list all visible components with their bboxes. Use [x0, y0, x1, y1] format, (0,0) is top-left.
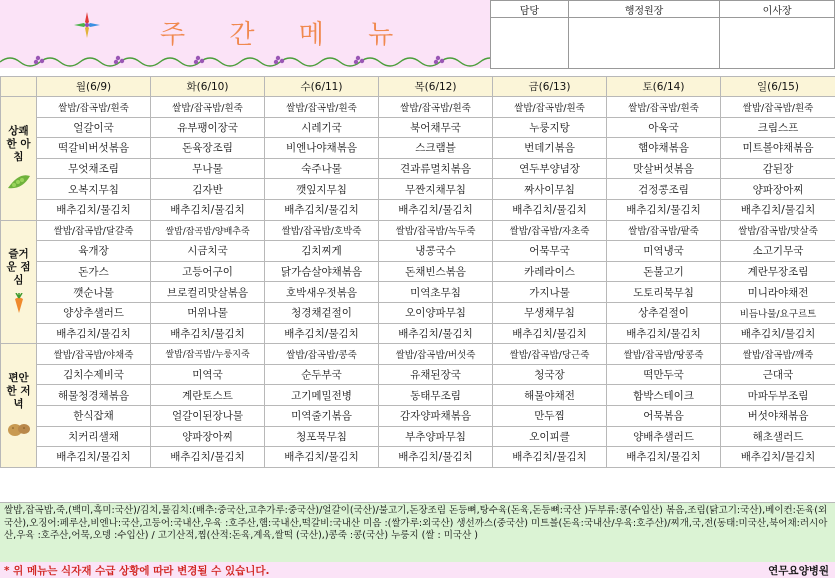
grape-decoration: [0, 50, 490, 68]
menu-item: 배추김치/물김치: [607, 199, 721, 220]
meal-section-text: 편안한 저녁: [6, 371, 31, 410]
menu-item: 연두부양념장: [493, 158, 607, 179]
menu-item: 배추김치/물김치: [493, 447, 607, 468]
menu-row: [1, 426, 835, 447]
menu-item: 짜사이무침: [493, 179, 607, 200]
menu-item: 고기메밀전병: [265, 385, 379, 406]
day-header: 토(6/14): [607, 77, 721, 97]
menu-item: 양파장아찌: [721, 179, 835, 200]
menu-item: 검정콩조림: [607, 179, 721, 200]
title-band: [0, 0, 490, 68]
menu-item: 크림스프: [721, 117, 835, 138]
peas-icon: [6, 170, 32, 192]
menu-row: [1, 447, 835, 468]
menu-item: 오이양파무침: [379, 302, 493, 323]
approval-label-director: 행정원장: [568, 1, 720, 18]
change-notice: * 위 메뉴는 식자재 수급 상황에 따라 변경될 수 있습니다.: [4, 565, 270, 577]
hospital-name: 연무요양병원: [768, 565, 829, 577]
menu-item: 떡만두국: [607, 364, 721, 385]
menu-item: 배추김치/물김치: [379, 447, 493, 468]
menu-row: [1, 138, 835, 159]
menu-item: 무짠지채무침: [379, 179, 493, 200]
menu-item: 돈채빈스볶음: [379, 261, 493, 282]
menu-item: 카레라이스: [493, 261, 607, 282]
header: [0, 0, 835, 68]
menu-item: 미역냉국: [607, 241, 721, 262]
carrot-icon: [6, 293, 32, 315]
menu-item: 쌀밥/잡곡밥/야채죽: [37, 344, 151, 365]
menu-item: 양상추샐러드: [37, 302, 151, 323]
menu-item: 배추김치/물김치: [493, 199, 607, 220]
footer: [0, 562, 835, 578]
approval-box: [490, 0, 835, 69]
approval-label-chairman: 이사장: [720, 1, 835, 18]
menu-item: 쌀밥/잡곡밥/흰죽: [37, 97, 151, 118]
menu-item: 해초샐러드: [721, 426, 835, 447]
day-header-row: [1, 77, 835, 97]
menu-item: 쌀밥/잡곡밥/흰죽: [721, 97, 835, 118]
menu-item: 근대국: [721, 364, 835, 385]
menu-item: 쌀밥/잡곡밥/흰죽: [607, 97, 721, 118]
menu-row: [1, 344, 835, 365]
menu-item: 어묵볶음: [607, 405, 721, 426]
approval-sign-chairman: [720, 18, 835, 69]
menu-row: [1, 220, 835, 241]
menu-item: 고등어구이: [151, 261, 265, 282]
menu-item: 얼갈이국: [37, 117, 151, 138]
menu-item: 상추겉절이: [607, 302, 721, 323]
menu-item: 비엔나야채볶음: [265, 138, 379, 159]
menu-item: 양배추샐러드: [607, 426, 721, 447]
menu-item: 해물청경채볶음: [37, 385, 151, 406]
menu-item: 아욱국: [607, 117, 721, 138]
menu-item: 감자양파채볶음: [379, 405, 493, 426]
menu-item: 미역국: [151, 364, 265, 385]
menu-item: 양파장아찌: [151, 426, 265, 447]
menu-item: 쌀밥/잡곡밥/자초죽: [493, 220, 607, 241]
menu-item: 육개장: [37, 241, 151, 262]
menu-item: 무생채무침: [493, 302, 607, 323]
menu-item: 스크램블: [379, 138, 493, 159]
day-header: 화(6/10): [151, 77, 265, 97]
menu-item: 배추김치/물김치: [721, 199, 835, 220]
menu-item: 배추김치/물김치: [265, 199, 379, 220]
day-header: 월(6/9): [37, 77, 151, 97]
menu-item: 얼갈이된장나물: [151, 405, 265, 426]
menu-item: 계란토스트: [151, 385, 265, 406]
approval-sign-director: [568, 18, 720, 69]
menu-item: 돈불고기: [607, 261, 721, 282]
menu-item: 만두찜: [493, 405, 607, 426]
menu-item: 쌀밥/잡곡밥/팥죽: [607, 220, 721, 241]
menu-row: [1, 117, 835, 138]
menu-item: 쌀밥/잡곡밥/당근죽: [493, 344, 607, 365]
menu-item: 무엇채조림: [37, 158, 151, 179]
meal-section-label: [1, 220, 37, 344]
menu-item: 미역줄기볶음: [265, 405, 379, 426]
menu-item: 쌀밥/잡곡밥/달걀죽: [37, 220, 151, 241]
menu-item: 배추김치/물김치: [493, 323, 607, 344]
menu-row: [1, 302, 835, 323]
menu-item: 깻순나물: [37, 282, 151, 303]
menu-item: 배추김치/물김치: [721, 323, 835, 344]
menu-item: 배추김치/물김치: [721, 447, 835, 468]
menu-item: 미트볼야채볶음: [721, 138, 835, 159]
menu-item: 계란무장조림: [721, 261, 835, 282]
menu-item: 어묵무국: [493, 241, 607, 262]
menu-item: 버섯야채볶음: [721, 405, 835, 426]
menu-item: 순두부국: [265, 364, 379, 385]
menu-item: 오복지무침: [37, 179, 151, 200]
day-header: 일(6/15): [721, 77, 835, 97]
menu-row: [1, 179, 835, 200]
menu-item: 청경채겉절이: [265, 302, 379, 323]
menu-item: 김자반: [151, 179, 265, 200]
menu-item: 시레기국: [265, 117, 379, 138]
menu-item: 깻잎지무침: [265, 179, 379, 200]
menu-row: [1, 199, 835, 220]
menu-item: 돈육장조림: [151, 138, 265, 159]
menu-item: 부추양파무침: [379, 426, 493, 447]
menu-row: [1, 364, 835, 385]
corner-cell: [1, 77, 37, 97]
menu-item: 쌀밥/잡곡밥/흰죽: [493, 97, 607, 118]
menu-item: 떡갈비버섯볶음: [37, 138, 151, 159]
menu-item: 감된장: [721, 158, 835, 179]
menu-item: 머위나물: [151, 302, 265, 323]
meal-section-label: [1, 344, 37, 468]
menu-item: 쌀밥/잡곡밥/흰죽: [151, 97, 265, 118]
menu-item: 숙주나물: [265, 158, 379, 179]
menu-row: [1, 241, 835, 262]
menu-item: 유부팽이장국: [151, 117, 265, 138]
menu-row: [1, 405, 835, 426]
menu-item: 도토리묵무침: [607, 282, 721, 303]
menu-item: 청포묵무침: [265, 426, 379, 447]
menu-row: [1, 261, 835, 282]
menu-item: 쌀밥/잡곡밥/흰죽: [265, 97, 379, 118]
page-title: 주 간 메 뉴: [160, 20, 412, 50]
menu-item: 배추김치/물김치: [607, 447, 721, 468]
menu-row: [1, 158, 835, 179]
menu-item: 함박스테이크: [607, 385, 721, 406]
menu-item: 쌀밥/잡곡밥/콩죽: [265, 344, 379, 365]
menu-item: 배추김치/물김치: [379, 323, 493, 344]
menu-item: 배추김치/물김치: [607, 323, 721, 344]
approval-sign-staff: [491, 18, 569, 69]
potato-icon: [6, 417, 32, 439]
menu-item: 배추김치/물김치: [379, 199, 493, 220]
meal-section-text: 즐거운 점심: [6, 248, 31, 287]
menu-item: 견과류멸치볶음: [379, 158, 493, 179]
origin-info: 쌀밥,잡곡밥,죽,(백미,흑미:국산)/김치,물김치:(배추:중국산,고추가루:중국산)/얼갈이(국산)/불고기,돈장조림 돈등뼈,탕수육(돈육,돈등뼈:국산 )두부류:콩(수입산) 볶음,조림(닭고기:국산),베이컨:돈육(외국산),오징어:페루산,비엔나:국산,고등어:국내산,우육 :호주산,햄:국내산,떡갈비:국내산 미음 :(쌀가루:외국산) 생선까스(중국산) 미트볼(돈육:국내산/우육:호주산)/찌개,국,전(동태:미국산,북어채:러시아산,우육 :호주산,어묵,오뎅 :수입산) / 고기산적,찜(산적:돈육,계육,쌀떡 (국산),)콩죽 :콩(국산) 누룽지 (쌀 : 미국산 ): [0, 502, 835, 562]
menu-row: [1, 385, 835, 406]
menu-item: 김치수제비국: [37, 364, 151, 385]
menu-item: 쌀밥/잡곡밥/흰죽: [379, 97, 493, 118]
day-header: 목(6/12): [379, 77, 493, 97]
menu-item: 해물야채전: [493, 385, 607, 406]
menu-item: 쌀밥/잡곡밥/땅콩죽: [607, 344, 721, 365]
approval-label-staff: 담당: [491, 1, 569, 18]
menu-item: 배추김치/물김치: [37, 323, 151, 344]
menu-item: 청국장: [493, 364, 607, 385]
menu-item: 치커리샐채: [37, 426, 151, 447]
menu-item: 무나물: [151, 158, 265, 179]
day-header: 수(6/11): [265, 77, 379, 97]
menu-item: 배추김치/물김치: [151, 199, 265, 220]
menu-item: 배추김치/물김치: [265, 323, 379, 344]
menu-item: 가지나물: [493, 282, 607, 303]
menu-item: 비듬나물/요구르트: [721, 302, 835, 323]
menu-item: 누룽지탕: [493, 117, 607, 138]
hospital-logo-icon: [72, 10, 102, 40]
menu-item: 쌀밥/잡곡밥/누룽지죽: [151, 344, 265, 365]
menu-row: [1, 282, 835, 303]
menu-item: 북어채무국: [379, 117, 493, 138]
menu-item: 브로컬리맛살볶음: [151, 282, 265, 303]
day-header: 금(6/13): [493, 77, 607, 97]
menu-item: 쌀밥/잡곡밥/양배추죽: [151, 220, 265, 241]
menu-row: [1, 97, 835, 118]
menu-item: 쌀밥/잡곡밥/버섯죽: [379, 344, 493, 365]
menu-item: 소고기무국: [721, 241, 835, 262]
menu-item: 배추김치/물김치: [37, 447, 151, 468]
menu-item: 오이피클: [493, 426, 607, 447]
menu-item: 쌀밥/잡곡밥/호박죽: [265, 220, 379, 241]
meal-section-label: [1, 97, 37, 221]
menu-item: 햄야채볶음: [607, 138, 721, 159]
menu-item: 김치찌게: [265, 241, 379, 262]
menu-item: 냉콩국수: [379, 241, 493, 262]
menu-item: 배추김치/물김치: [151, 323, 265, 344]
menu-item: 배추김치/물김치: [37, 199, 151, 220]
menu-item: 쌀밥/잡곡밥/맛살죽: [721, 220, 835, 241]
menu-item: 마파두부조림: [721, 385, 835, 406]
menu-item: 배추김치/물김치: [265, 447, 379, 468]
menu-item: 유채된장국: [379, 364, 493, 385]
weekly-menu-table: [0, 76, 835, 468]
menu-item: 배추김치/물김치: [151, 447, 265, 468]
menu-item: 동태무조림: [379, 385, 493, 406]
menu-item: 닭가슴살야채볶음: [265, 261, 379, 282]
menu-item: 돈가스: [37, 261, 151, 282]
menu-row: [1, 323, 835, 344]
menu-item: 한식잡채: [37, 405, 151, 426]
menu-item: 쌀밥/잡곡밥/녹두죽: [379, 220, 493, 241]
menu-item: 미역초무침: [379, 282, 493, 303]
menu-item: 호박새우젓볶음: [265, 282, 379, 303]
menu-item: 시금치국: [151, 241, 265, 262]
meal-section-text: 상쾌한 아침: [6, 124, 31, 163]
menu-item: 맛살버섯볶음: [607, 158, 721, 179]
menu-item: 쌀밥/잡곡밥/깨죽: [721, 344, 835, 365]
menu-item: 번데기볶음: [493, 138, 607, 159]
menu-item: 미니라야채전: [721, 282, 835, 303]
